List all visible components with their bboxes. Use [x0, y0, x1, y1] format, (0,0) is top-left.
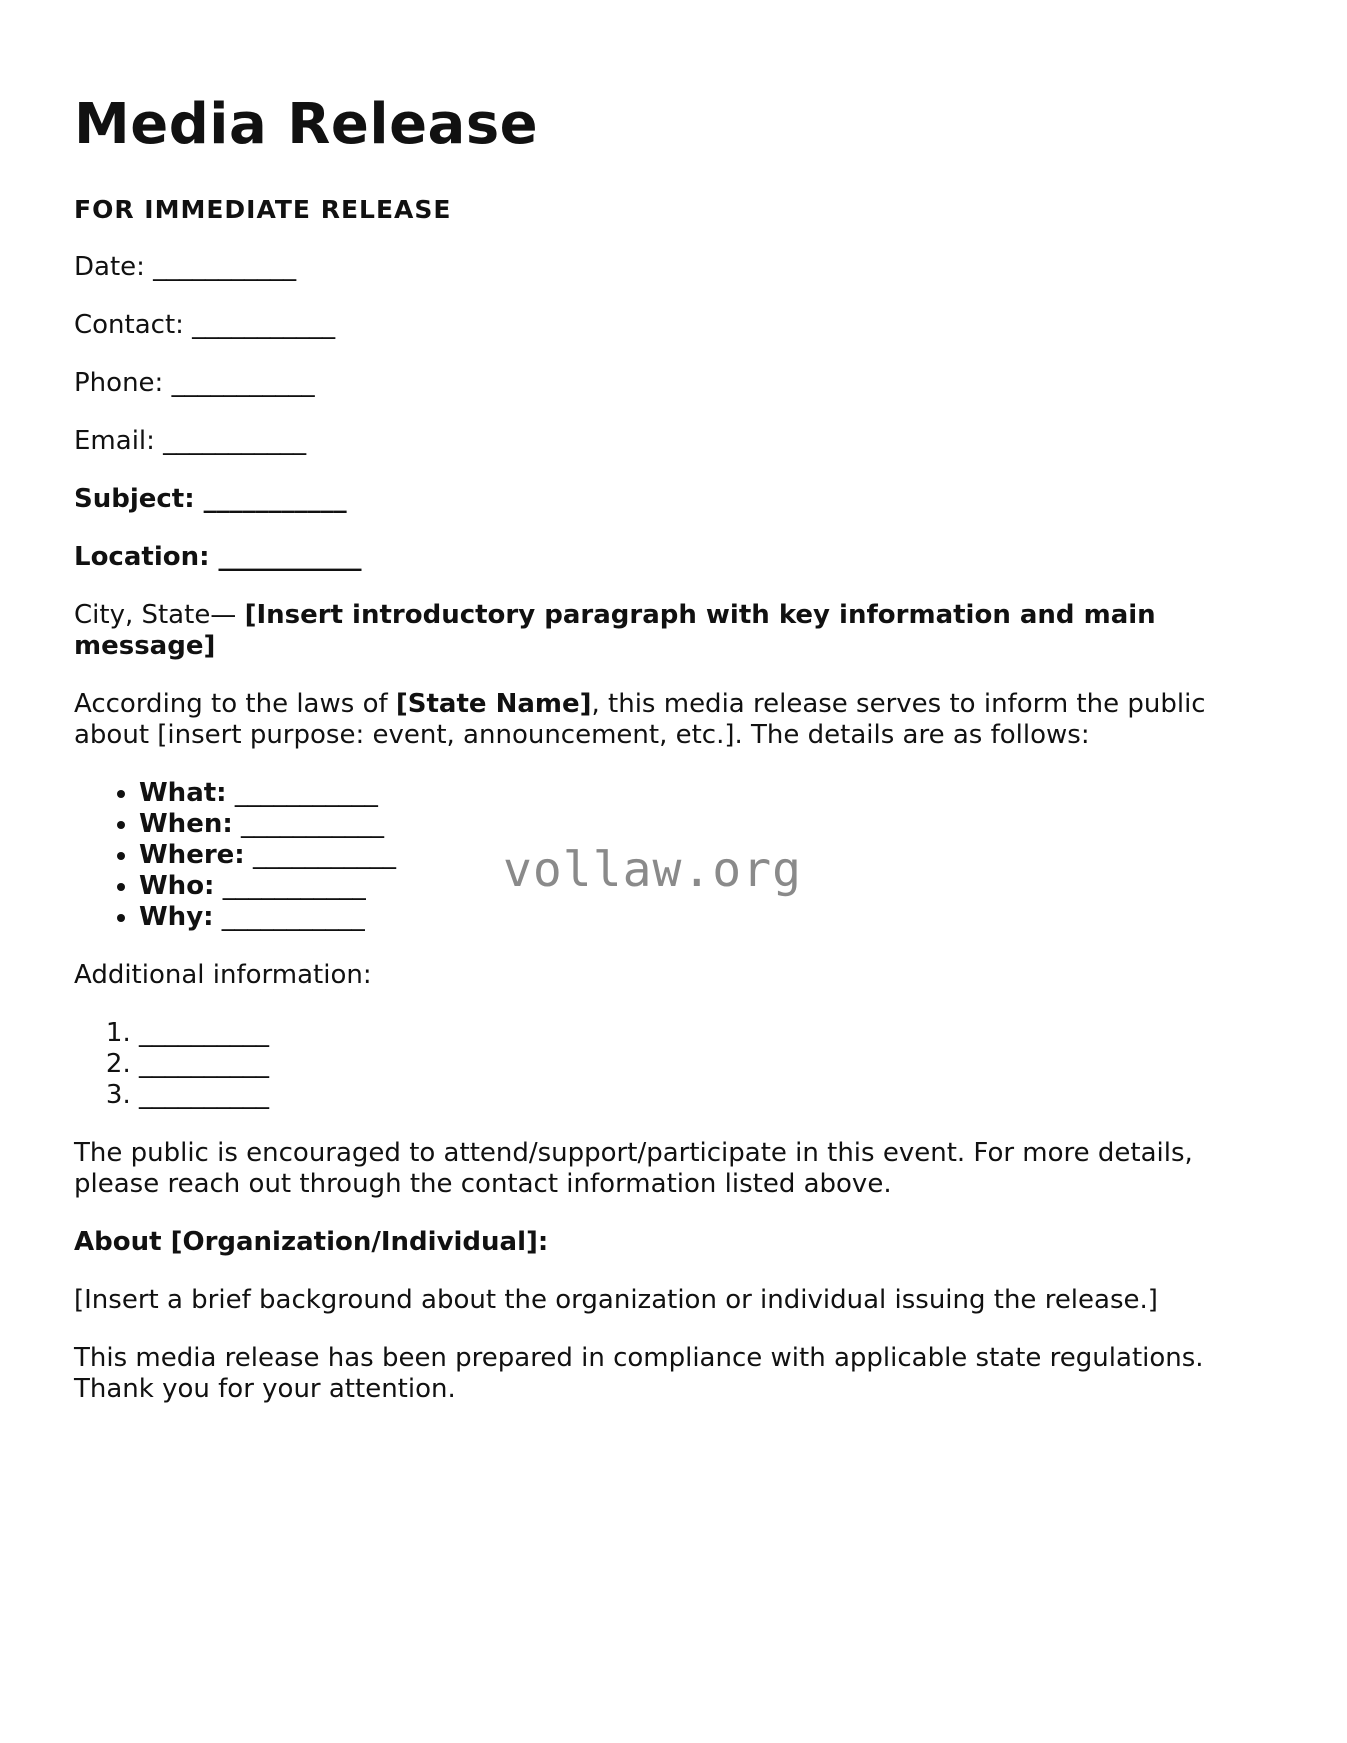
- list-item: 2. __________: [139, 1049, 1254, 1080]
- list-item: [139, 778, 1254, 809]
- email-field: Email: ___________: [74, 426, 307, 456]
- detail-label: Who:: [139, 871, 215, 901]
- list-item: [139, 809, 1254, 840]
- date-field: Date: ___________: [74, 252, 297, 282]
- detail-blank: ___________: [226, 778, 378, 808]
- watermark: vollaw.org: [503, 842, 802, 898]
- contact-field: Contact: ___________: [74, 310, 336, 340]
- immediate-release-label: FOR IMMEDIATE RELEASE: [74, 195, 452, 224]
- intro-placeholder: [Insert introductory paragraph with key information and main message]: [74, 600, 1156, 661]
- list-item: 3. __________: [139, 1080, 1254, 1111]
- about-paragraph: [Insert a brief background about the organization or individual issuing the release.]: [74, 1285, 1158, 1315]
- list-item: [139, 902, 1254, 933]
- laws-paragraph: [74, 689, 1254, 751]
- detail-label: What:: [139, 778, 227, 808]
- additional-info-label: Additional information:: [74, 960, 372, 990]
- page-title: Media Release: [74, 92, 539, 157]
- state-name-placeholder: [State Name]: [395, 689, 592, 719]
- additional-info-list: [74, 1018, 1254, 1111]
- document-page: [74, 90, 1254, 1432]
- encourage-paragraph: The public is encouraged to attend/support/participate in this event. For more details, please reach out through the contact information listed above.: [74, 1138, 1193, 1199]
- subject-field: Subject: ___________: [74, 484, 347, 514]
- list-item: 1. __________: [139, 1018, 1254, 1049]
- detail-blank: ___________: [244, 840, 396, 870]
- location-field: Location: ___________: [74, 542, 362, 572]
- detail-blank: ___________: [214, 871, 366, 901]
- intro-paragraph: [74, 600, 1254, 662]
- detail-label: When:: [139, 809, 233, 839]
- detail-blank: ___________: [232, 809, 384, 839]
- laws-suffix: , this media release serves to inform the public about [insert purpose: event, announcement, etc.]. The details are as follows:: [74, 689, 1206, 750]
- laws-prefix: According to the laws of: [74, 689, 396, 719]
- phone-field: Phone: ___________: [74, 368, 315, 398]
- about-heading: About [Organization/Individual]:: [74, 1227, 549, 1257]
- closing-paragraph: This media release has been prepared in compliance with applicable state regulations. Thank you for your attention.: [74, 1343, 1204, 1404]
- intro-prefix: City, State—: [74, 600, 245, 630]
- detail-label: Why:: [139, 902, 214, 932]
- detail-blank: ___________: [213, 902, 365, 932]
- detail-label: Where:: [139, 840, 245, 870]
